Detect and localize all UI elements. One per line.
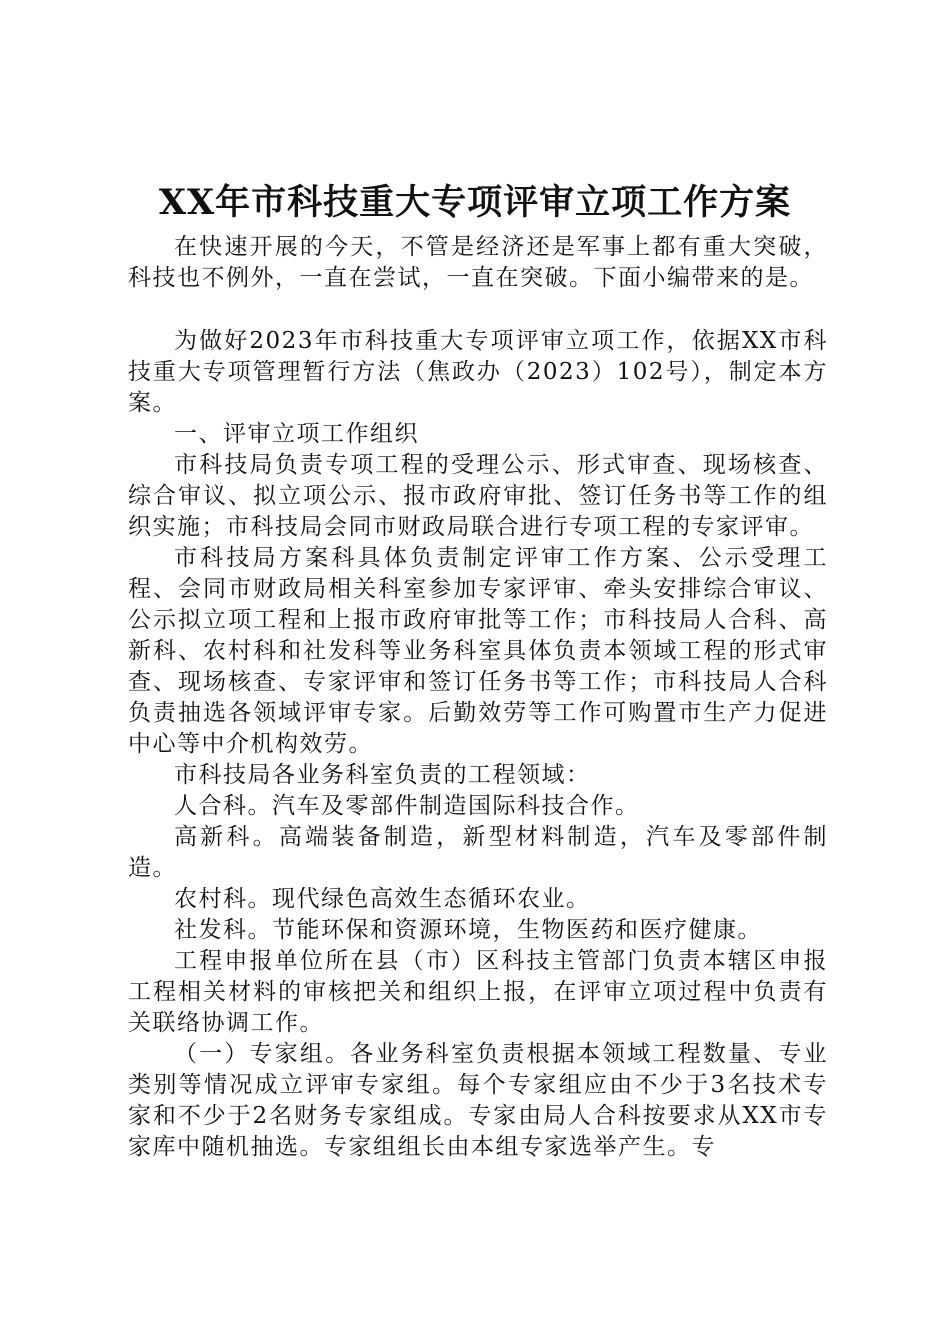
body-paragraph: 工程申报单位所在县（市）区科技主管部门负责本辖区申报工程相关材料的审核把关和组织上报，在评审立项过程中负责有关联络协调工作。 [128, 948, 828, 1036]
document-title: XX年市科技重大专项评审立项工作方案 [158, 182, 792, 223]
document-body [128, 232, 828, 1163]
purpose-paragraph: 为做好2023年市科技重大专项评审立项工作，依据XX市科技重大专项管理暂行方法（焦政办（2023）102号），制定本方案。 [128, 328, 828, 416]
body-paragraph: （一）专家组。各业务科室负责根据本领域工程数量、专业类别等情况成立评审专家组。每个专家组应由不少于3名技术专家和不少于2名财务专家组成。专家由局人合科按要求从XX市专家库中随机抽选。专家组组长由本组专家选举产生。专 [128, 1041, 828, 1160]
list-item: 农村科。现代绿色高效生态循环农业。 [174, 886, 591, 912]
body-paragraph: 市科技局负责专项工程的受理公示、形式审查、现场核查、综合审议、拟立项公示、报市政府审批、签订任务书等工作的组织实施；市科技局会同市财政局联合进行专项工程的专家评审。 [128, 452, 828, 540]
list-item: 高新科。高端装备制造，新型材料制造，汽车及零部件制造。 [128, 824, 828, 881]
intro-paragraph: 在快速开展的今天，不管是经济还是军事上都有重大突破，科技也不例外，一直在尝试，一直在突破。下面小编带来的是。 [128, 234, 828, 291]
list-item: 社发科。节能环保和资源环境，生物医药和医疗健康。 [174, 917, 762, 943]
section-heading: 一、评审立项工作组织 [174, 421, 419, 447]
body-paragraph: 市科技局各业务科室负责的工程领域： [174, 762, 591, 788]
body-paragraph: 市科技局方案科具体负责制定评审工作方案、公示受理工程、会同市财政局相关科室参加专家评审、牵头安排综合审议、公示拟立项工程和上报市政府审批等工作；市科技局人合科、高新科、农村科和社发科等业务科室具体负责本领域工程的形式审查、现场核查、专家评审和签订任务书等工作；市科技局人合科负责抽选各领域评审专家。后勤效劳等工作可购置市生产力促进中心等中介机构效劳。 [128, 545, 828, 757]
list-item: 人合科。汽车及零部件制造国际科技合作。 [174, 793, 640, 819]
